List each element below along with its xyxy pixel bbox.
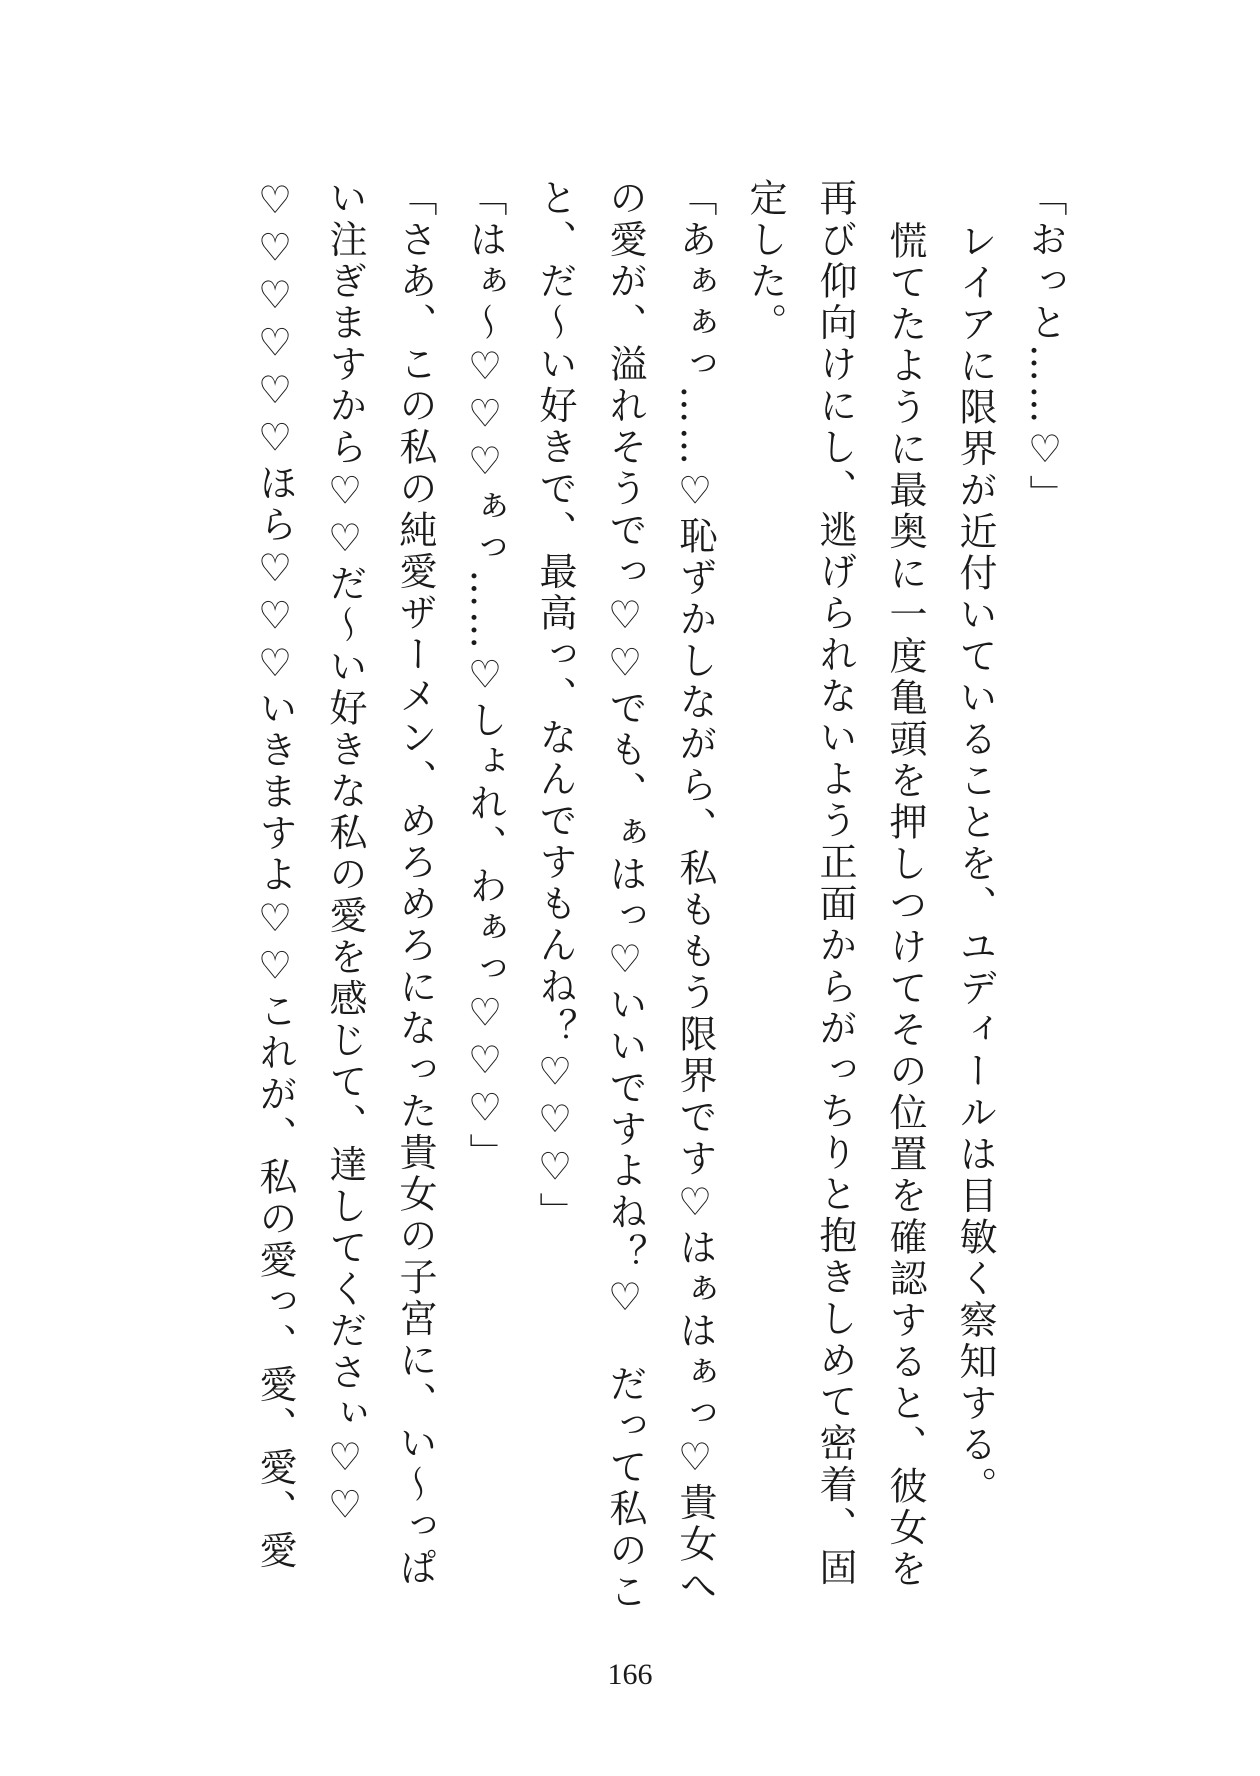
text-line-2: レイアに限界が近付いていることを、ユディールは目敏く察知する。 <box>953 221 997 1508</box>
text-line-9: 「はぁ〜♡♡♡ぁっ……♡しょれ、わぁっ♡♡♡」 <box>463 178 507 1175</box>
text-line-4: 再び仰向けにし、逃げられないよう正面からがっちりと抱きしめて密着、固 <box>813 178 857 1589</box>
text-line-8: と、だ〜い好きで、最高っ、なんですもんね？♡♡♡」 <box>533 178 577 1234</box>
text-line-5: 定した。 <box>743 178 787 344</box>
page-number: 166 <box>607 1658 653 1691</box>
text-line-1: 「おっと……♡」 <box>1023 178 1067 516</box>
text-line-6: 「あぁぁっ……♡恥ずかしながら、私ももう限界です♡はぁはぁっ♡貴女へ <box>673 178 717 1607</box>
text-line-3: 慌てたように最奥に一度亀頭を押しつけてその位置を確認すると、彼女を <box>883 221 927 1591</box>
text-line-11: い注ぎますから♡♡だ〜い好きな私の愛を感じて、達してくださぃ♡♡ <box>323 178 367 1530</box>
text-line-10: 「さあ、この私の純愛ザーメン、めろめろになった貴女の子宮に、い〜っぱ <box>393 178 437 1589</box>
text-line-12: ♡♡♡♡♡♡ほら♡♡♡いきますよ♡♡これが、私の愛っ、愛、愛、愛 <box>253 178 297 1572</box>
text-line-7: の愛が、溢れそうでっ♡♡でも、ぁはっ♡いいですよね？♡ だって私のこ <box>603 178 647 1613</box>
body-text <box>0 178 1260 1618</box>
